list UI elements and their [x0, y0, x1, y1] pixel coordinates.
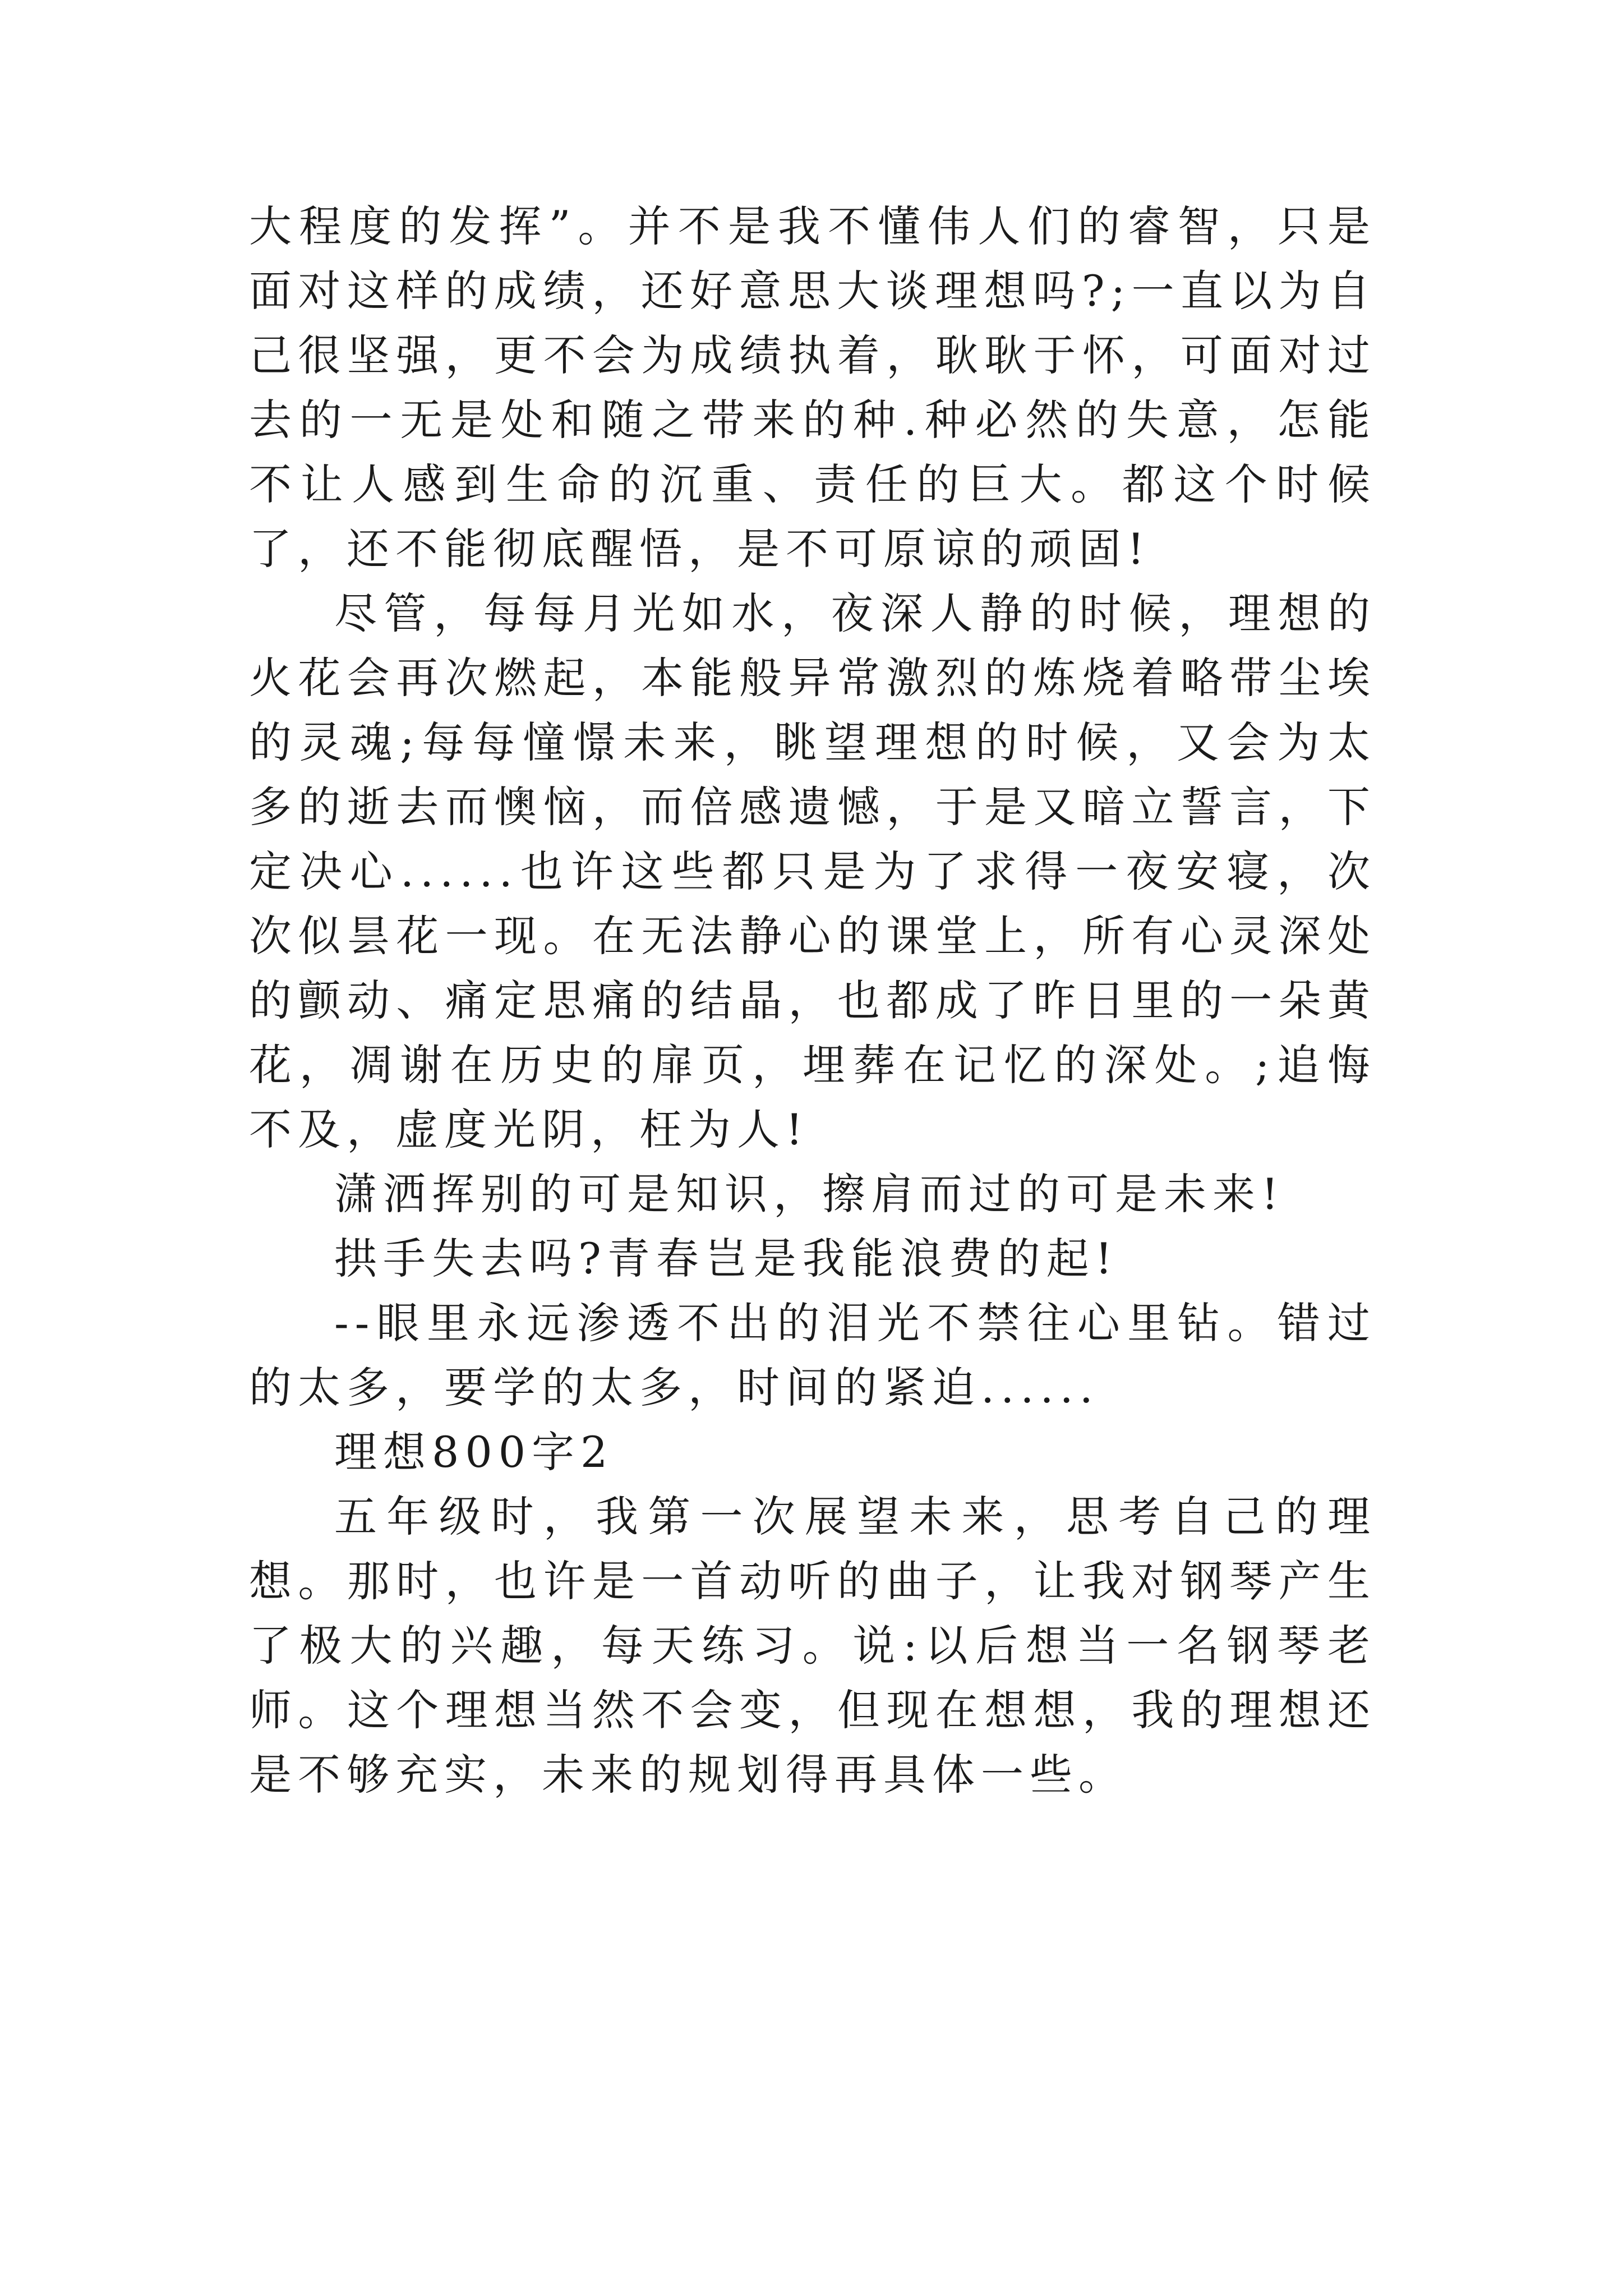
paragraph: --眼里永远渗透不出的泪光不禁往心里钻。错过的太多，要学的太多，时间的紧迫...... [249, 1298, 1376, 1412]
paragraph: 潇洒挥别的可是知识，擦肩而过的可是未来! [334, 1169, 1285, 1219]
paragraph-continued: 大程度的发挥”。并不是我不懂伟人们的睿智，只是面对这样的成绩，还好意思大谈理想吗?;一直以为自己很坚强，更不会为成绩执着，耿耿于怀，可面对过去的一无是处和随之带来的种.种必然的失意，怎能不让人感到生命的沉重、责任的巨大。都这个时候了，还不能彻底醒悟，是不可原谅的顽固! [249, 201, 1376, 574]
section-heading: 理想800字2 [334, 1427, 614, 1477]
paragraph: 五年级时，我第一次展望未来，思考自己的理想。那时，也许是一首动听的曲子，让我对钢琴产生了极大的兴趣，每天练习。说:以后想当一名钢琴老师。这个理想当然不会变，但现在想想，我的理想还是不够充实，未来的规划得再具体一些。 [249, 1492, 1376, 1800]
document-body [249, 194, 1376, 1807]
paragraph: 尽管，每每月光如水，夜深人静的时候，理想的火花会再次燃起，本能般异常激烈的炼烧着略带尘埃的灵魂;每每憧憬未来，眺望理想的时候，又会为太多的逝去而懊恼，而倍感遗憾，于是又暗立誓言，下定决心......也许这些都只是为了求得一夜安寝，次次似昙花一现。在无法静心的课堂上，所有心灵深处的颤动、痛定思痛的结晶，也都成了昨日里的一朵黄花，凋谢在历史的扉页，埋葬在记忆的深处。;追悔不及，虚度光阴，枉为人! [249, 588, 1376, 1154]
paragraph: 拱手失去吗?青春岂是我能浪费的起! [334, 1234, 1119, 1283]
